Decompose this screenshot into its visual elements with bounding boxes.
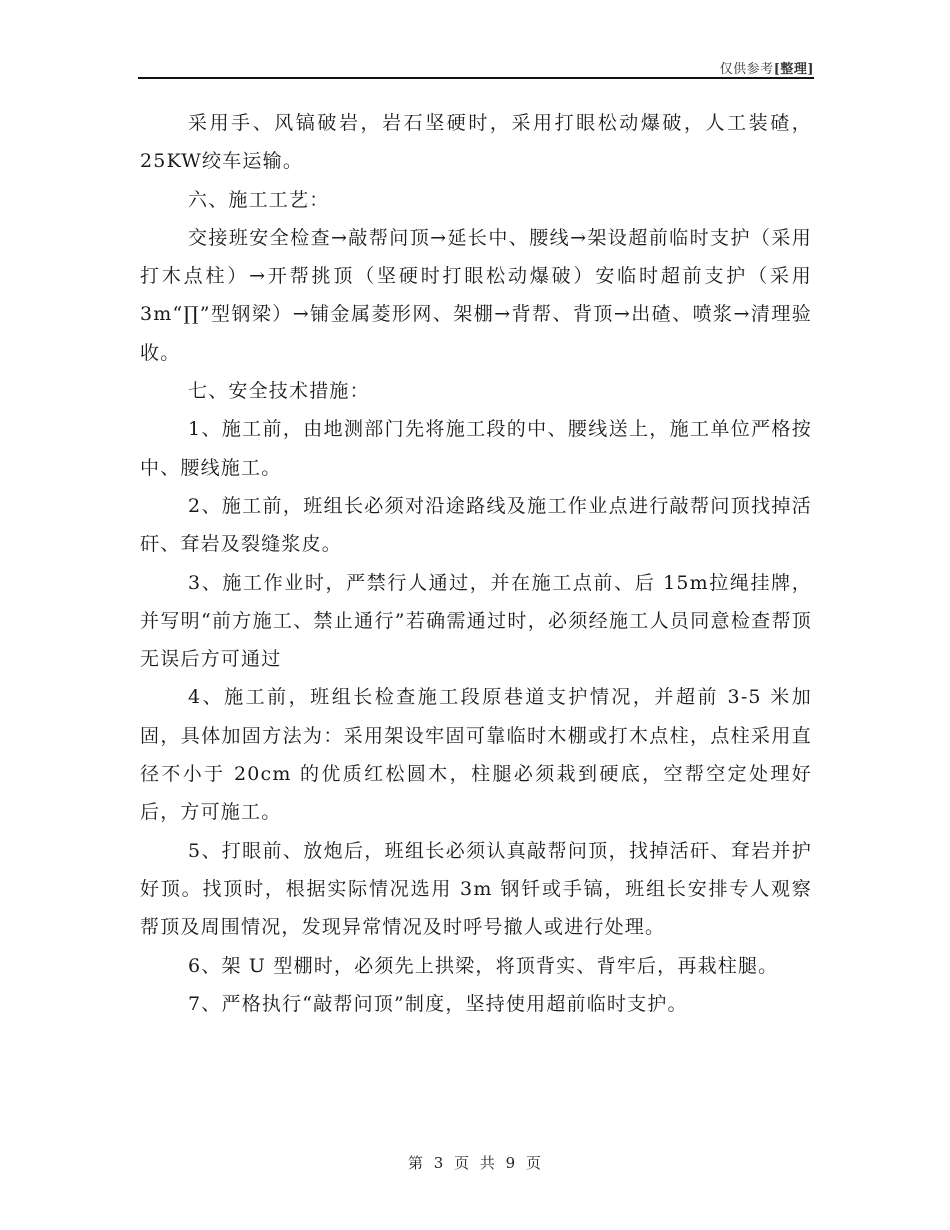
- section-heading-safety-measures: 七、安全技术措施：: [188, 380, 370, 403]
- safety-measure-4: 4、施工前，班组长检查施工段原巷道支护情况，并超前 3-5 米加固，具体加固方法为：采用架设牢固可靠临时木棚或打木点柱，点柱采用直径不小于 20cm 的优质红松圆木，柱腿必须栽到硬底，空帮空定处理好后，方可施工。: [140, 686, 812, 824]
- safety-measure-3: 3、施工作业时，严禁行人通过，并在施工点前、后 15m拉绳挂牌，并写明“前方施工、禁止通行”若确需通过时，必须经施工人员同意检查帮顶无误后方可通过: [140, 571, 812, 671]
- safety-measure-7: 7、严格执行“敲帮问顶”制度，坚持使用超前临时支护。: [188, 992, 688, 1015]
- safety-measure-1: 1、施工前，由地测部门先将施工段的中、腰线送上，施工单位严格按中、腰线施工。: [140, 418, 812, 479]
- header-bracket-label: [整理]: [773, 62, 814, 77]
- safety-measure-5: 5、打眼前、放炮后，班组长必须认真敲帮问顶，找掉活矸、耷岩并护好顶。找顶时，根据实际情况选用 3m 钢钎或手镐，班组长安排专人观察帮顶及周围情况，发现异常情况及时呼号撤人或进行处理。: [140, 839, 812, 939]
- paragraph-rock-breaking: 采用手、风镐破岩，岩石坚硬时，采用打眼松动爆破，人工装碴，25KW绞车运输。: [140, 112, 812, 173]
- safety-measure-2: 2、施工前，班组长必须对沿途路线及施工作业点进行敲帮问顶找掉活矸、耷岩及裂缝浆皮。: [140, 494, 812, 556]
- section-heading-construction-process: 六、施工工艺：: [188, 188, 330, 211]
- document-body: [140, 104, 812, 1023]
- page-number-footer: 第 3 页 共 9 页: [408, 1154, 542, 1172]
- header-note: [720, 58, 814, 77]
- header-rule: [138, 77, 814, 79]
- header-note-text: 仅供参考: [719, 62, 774, 77]
- safety-measure-6: 6、架 U 型棚时，必须先上拱梁，将顶背实、背牢后，再栽柱腿。: [188, 954, 779, 977]
- paragraph-construction-process: 交接班安全检查→敲帮问顶→延长中、腰线→架设超前临时支护（采用打木点柱）→开帮挑顶（坚硬时打眼松动爆破）安临时超前支护（采用 3m“∏”型钢梁）→铺金属菱形网、架棚→背帮、背顶→出碴、喷浆→清理验收。: [140, 226, 812, 364]
